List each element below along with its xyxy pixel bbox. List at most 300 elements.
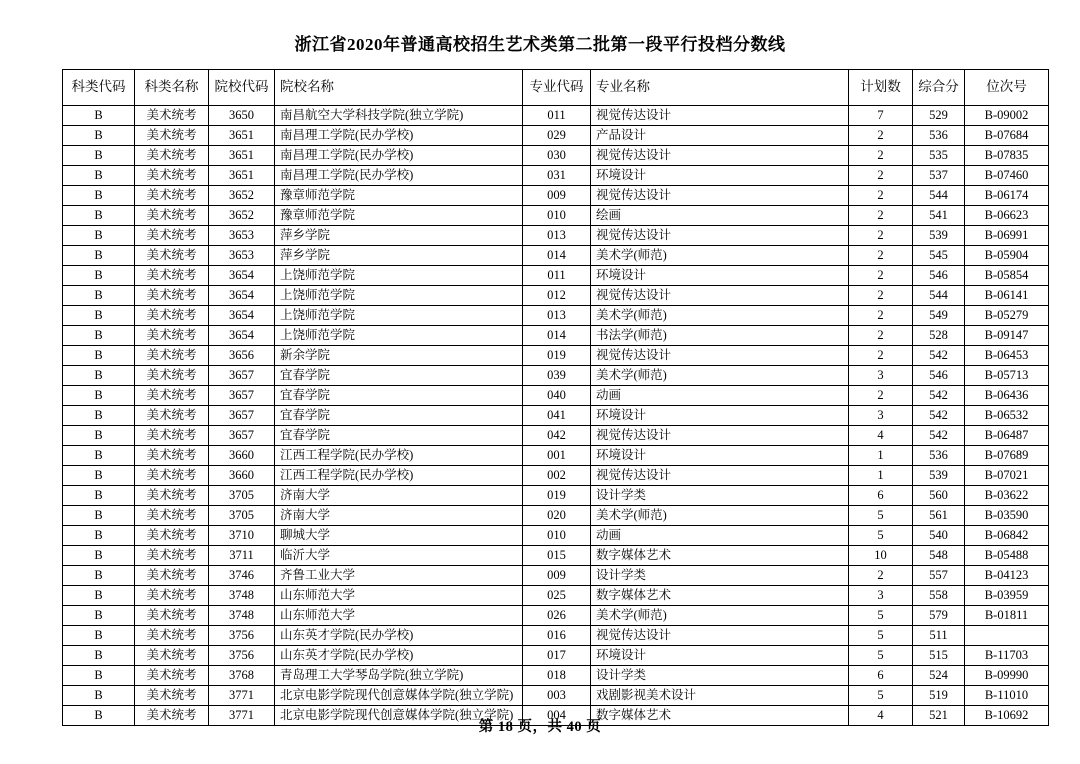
cell-major_code: 011 — [523, 266, 591, 286]
cell-major_name: 书法学(师范) — [591, 326, 849, 346]
cell-score: 545 — [913, 246, 965, 266]
cell-major_code: 011 — [523, 106, 591, 126]
cell-score: 561 — [913, 506, 965, 526]
cell-rank: B-09990 — [965, 666, 1049, 686]
table-row — [63, 206, 1049, 226]
cell-kelei_name: 美术统考 — [135, 586, 209, 606]
table-row — [63, 266, 1049, 286]
cell-major_code: 001 — [523, 446, 591, 466]
cell-kelei_code: B — [63, 146, 135, 166]
cell-rank: B-07021 — [965, 466, 1049, 486]
cell-score: 546 — [913, 266, 965, 286]
cell-kelei_code: B — [63, 606, 135, 626]
cell-kelei_code: B — [63, 466, 135, 486]
cell-kelei_name: 美术统考 — [135, 206, 209, 226]
table-row — [63, 366, 1049, 386]
cell-school_name: 济南大学 — [275, 486, 523, 506]
cell-kelei_code: B — [63, 706, 135, 726]
cell-school_name: 新余学院 — [275, 346, 523, 366]
cell-rank: B-06991 — [965, 226, 1049, 246]
cell-school_name: 山东师范大学 — [275, 586, 523, 606]
cell-kelei_name: 美术统考 — [135, 566, 209, 586]
cell-plan: 2 — [849, 146, 913, 166]
cell-major_name: 环境设计 — [591, 406, 849, 426]
cell-school_code: 3660 — [209, 446, 275, 466]
score-table — [62, 69, 1049, 726]
cell-school_name: 北京电影学院现代创意媒体学院(独立学院) — [275, 686, 523, 706]
cell-school_name: 山东英才学院(民办学校) — [275, 646, 523, 666]
cell-school_name: 南昌航空大学科技学院(独立学院) — [275, 106, 523, 126]
cell-school_code: 3710 — [209, 526, 275, 546]
cell-plan: 3 — [849, 586, 913, 606]
cell-rank: B-05904 — [965, 246, 1049, 266]
cell-school_code: 3657 — [209, 426, 275, 446]
cell-plan: 5 — [849, 506, 913, 526]
cell-major_name: 视觉传达设计 — [591, 626, 849, 646]
cell-rank: B-03622 — [965, 486, 1049, 506]
cell-rank: B-05854 — [965, 266, 1049, 286]
cell-kelei_code: B — [63, 546, 135, 566]
column-header-school-name: 院校名称 — [275, 70, 523, 106]
cell-major_code: 029 — [523, 126, 591, 146]
cell-kelei_name: 美术统考 — [135, 406, 209, 426]
cell-school_name: 豫章师范学院 — [275, 206, 523, 226]
cell-plan: 5 — [849, 646, 913, 666]
cell-kelei_name: 美术统考 — [135, 146, 209, 166]
cell-kelei_name: 美术统考 — [135, 546, 209, 566]
cell-major_code: 016 — [523, 626, 591, 646]
cell-score: 546 — [913, 366, 965, 386]
cell-score: 537 — [913, 166, 965, 186]
table-row — [63, 326, 1049, 346]
cell-score: 535 — [913, 146, 965, 166]
cell-rank: B-06174 — [965, 186, 1049, 206]
cell-score: 544 — [913, 186, 965, 206]
cell-score: 579 — [913, 606, 965, 626]
column-header-major-code: 专业代码 — [523, 70, 591, 106]
cell-score: 549 — [913, 306, 965, 326]
cell-rank: B-03959 — [965, 586, 1049, 606]
cell-kelei_code: B — [63, 406, 135, 426]
cell-school_name: 南昌理工学院(民办学校) — [275, 126, 523, 146]
cell-kelei_name: 美术统考 — [135, 686, 209, 706]
column-header-plan: 计划数 — [849, 70, 913, 106]
cell-kelei_name: 美术统考 — [135, 486, 209, 506]
cell-kelei_name: 美术统考 — [135, 466, 209, 486]
cell-school_name: 齐鲁工业大学 — [275, 566, 523, 586]
cell-major_name: 设计学类 — [591, 566, 849, 586]
cell-school_code: 3746 — [209, 566, 275, 586]
table-row — [63, 566, 1049, 586]
cell-school_name: 上饶师范学院 — [275, 326, 523, 346]
cell-school_code: 3654 — [209, 266, 275, 286]
cell-major_code: 031 — [523, 166, 591, 186]
cell-school_name: 豫章师范学院 — [275, 186, 523, 206]
cell-major_name: 环境设计 — [591, 446, 849, 466]
cell-major_name: 数字媒体艺术 — [591, 586, 849, 606]
cell-score: 539 — [913, 466, 965, 486]
cell-major_name: 美术学(师范) — [591, 606, 849, 626]
cell-school_name: 宜春学院 — [275, 426, 523, 446]
cell-kelei_code: B — [63, 586, 135, 606]
cell-score: 558 — [913, 586, 965, 606]
cell-major_code: 010 — [523, 206, 591, 226]
cell-plan: 2 — [849, 226, 913, 246]
cell-plan: 3 — [849, 406, 913, 426]
table-header-row — [63, 70, 1049, 106]
table-row — [63, 106, 1049, 126]
table-row — [63, 246, 1049, 266]
cell-plan: 2 — [849, 266, 913, 286]
cell-major_name: 动画 — [591, 526, 849, 546]
table-row — [63, 646, 1049, 666]
cell-school_name: 南昌理工学院(民办学校) — [275, 146, 523, 166]
cell-school_code: 3657 — [209, 406, 275, 426]
cell-school_code: 3653 — [209, 226, 275, 246]
cell-kelei_name: 美术统考 — [135, 386, 209, 406]
cell-kelei_name: 美术统考 — [135, 606, 209, 626]
table-row — [63, 606, 1049, 626]
cell-major_name: 环境设计 — [591, 646, 849, 666]
cell-score: 528 — [913, 326, 965, 346]
cell-school_name: 山东英才学院(民办学校) — [275, 626, 523, 646]
table-row — [63, 286, 1049, 306]
cell-major_code: 014 — [523, 246, 591, 266]
table-container — [0, 69, 1080, 726]
cell-score: 521 — [913, 706, 965, 726]
cell-kelei_code: B — [63, 366, 135, 386]
cell-school_code: 3656 — [209, 346, 275, 366]
cell-plan: 2 — [849, 186, 913, 206]
cell-kelei_code: B — [63, 106, 135, 126]
cell-major_code: 009 — [523, 186, 591, 206]
cell-plan: 2 — [849, 246, 913, 266]
cell-rank: B-06141 — [965, 286, 1049, 306]
cell-rank: B-04123 — [965, 566, 1049, 586]
cell-kelei_code: B — [63, 206, 135, 226]
footer-current-page: 18 — [497, 719, 514, 735]
cell-school_code: 3652 — [209, 186, 275, 206]
cell-school_code: 3771 — [209, 706, 275, 726]
cell-major_code: 014 — [523, 326, 591, 346]
cell-kelei_name: 美术统考 — [135, 126, 209, 146]
cell-major_name: 视觉传达设计 — [591, 146, 849, 166]
cell-rank: B-06487 — [965, 426, 1049, 446]
cell-kelei_name: 美术统考 — [135, 446, 209, 466]
cell-major_code: 004 — [523, 706, 591, 726]
cell-major_code: 003 — [523, 686, 591, 706]
cell-score: 544 — [913, 286, 965, 306]
table-row — [63, 126, 1049, 146]
cell-major_name: 视觉传达设计 — [591, 286, 849, 306]
cell-kelei_name: 美术统考 — [135, 186, 209, 206]
cell-major_code: 009 — [523, 566, 591, 586]
column-header-score: 综合分 — [913, 70, 965, 106]
cell-plan: 2 — [849, 346, 913, 366]
cell-kelei_code: B — [63, 486, 135, 506]
cell-school_name: 萍乡学院 — [275, 246, 523, 266]
cell-major_name: 设计学类 — [591, 486, 849, 506]
cell-school_code: 3748 — [209, 606, 275, 626]
cell-major_name: 视觉传达设计 — [591, 426, 849, 446]
cell-rank: B-06532 — [965, 406, 1049, 426]
column-header-kelei-code: 科类代码 — [63, 70, 135, 106]
table-row — [63, 306, 1049, 326]
cell-major_name: 美术学(师范) — [591, 246, 849, 266]
cell-kelei_name: 美术统考 — [135, 666, 209, 686]
table-row — [63, 626, 1049, 646]
cell-school_code: 3756 — [209, 626, 275, 646]
cell-school_name: 宜春学院 — [275, 366, 523, 386]
cell-kelei_name: 美术统考 — [135, 106, 209, 126]
table-row — [63, 686, 1049, 706]
cell-kelei_name: 美术统考 — [135, 226, 209, 246]
table-row — [63, 666, 1049, 686]
cell-plan: 5 — [849, 606, 913, 626]
cell-kelei_code: B — [63, 646, 135, 666]
cell-score: 560 — [913, 486, 965, 506]
cell-plan: 1 — [849, 446, 913, 466]
cell-kelei_name: 美术统考 — [135, 266, 209, 286]
cell-major_code: 015 — [523, 546, 591, 566]
cell-school_name: 南昌理工学院(民办学校) — [275, 166, 523, 186]
cell-school_name: 江西工程学院(民办学校) — [275, 466, 523, 486]
cell-rank: B-06623 — [965, 206, 1049, 226]
cell-score: 539 — [913, 226, 965, 246]
cell-score: 511 — [913, 626, 965, 646]
cell-score: 536 — [913, 446, 965, 466]
cell-plan: 2 — [849, 566, 913, 586]
cell-school_name: 聊城大学 — [275, 526, 523, 546]
cell-rank: B-05713 — [965, 366, 1049, 386]
cell-school_name: 青岛理工大学琴岛学院(独立学院) — [275, 666, 523, 686]
cell-major_name: 视觉传达设计 — [591, 466, 849, 486]
cell-school_code: 3654 — [209, 306, 275, 326]
cell-rank: B-07689 — [965, 446, 1049, 466]
footer-suffix: 页 — [586, 719, 602, 735]
column-header-kelei-name: 科类名称 — [135, 70, 209, 106]
cell-rank: B-11703 — [965, 646, 1049, 666]
table-row — [63, 546, 1049, 566]
cell-school_code: 3705 — [209, 506, 275, 526]
cell-kelei_name: 美术统考 — [135, 246, 209, 266]
cell-plan: 2 — [849, 286, 913, 306]
cell-school_code: 3653 — [209, 246, 275, 266]
cell-major_name: 数字媒体艺术 — [591, 706, 849, 726]
cell-kelei_code: B — [63, 446, 135, 466]
cell-major_code: 018 — [523, 666, 591, 686]
cell-major_name: 视觉传达设计 — [591, 186, 849, 206]
table-body — [63, 106, 1049, 726]
cell-kelei_code: B — [63, 166, 135, 186]
table-row — [63, 486, 1049, 506]
cell-kelei_code: B — [63, 386, 135, 406]
cell-rank: B-09002 — [965, 106, 1049, 126]
cell-major_name: 产品设计 — [591, 126, 849, 146]
cell-kelei_name: 美术统考 — [135, 166, 209, 186]
cell-school_name: 宜春学院 — [275, 406, 523, 426]
cell-kelei_code: B — [63, 326, 135, 346]
cell-kelei_code: B — [63, 666, 135, 686]
cell-major_code: 039 — [523, 366, 591, 386]
cell-school_name: 萍乡学院 — [275, 226, 523, 246]
cell-school_code: 3711 — [209, 546, 275, 566]
cell-school_code: 3651 — [209, 126, 275, 146]
cell-plan: 6 — [849, 486, 913, 506]
table-row — [63, 186, 1049, 206]
cell-rank: B-09147 — [965, 326, 1049, 346]
cell-rank: B-03590 — [965, 506, 1049, 526]
cell-rank: B-11010 — [965, 686, 1049, 706]
cell-major_name: 视觉传达设计 — [591, 226, 849, 246]
cell-major_code: 041 — [523, 406, 591, 426]
cell-score: 542 — [913, 346, 965, 366]
cell-kelei_name: 美术统考 — [135, 646, 209, 666]
table-row — [63, 426, 1049, 446]
column-header-major-name: 专业名称 — [591, 70, 849, 106]
cell-plan: 10 — [849, 546, 913, 566]
cell-kelei_name: 美术统考 — [135, 306, 209, 326]
cell-major_code: 020 — [523, 506, 591, 526]
cell-rank: B-06436 — [965, 386, 1049, 406]
cell-school_code: 3768 — [209, 666, 275, 686]
cell-school_name: 临沂大学 — [275, 546, 523, 566]
cell-school_name: 山东师范大学 — [275, 606, 523, 626]
cell-rank: B-05488 — [965, 546, 1049, 566]
cell-major_code: 025 — [523, 586, 591, 606]
cell-school_code: 3756 — [209, 646, 275, 666]
cell-kelei_code: B — [63, 226, 135, 246]
cell-school_code: 3654 — [209, 326, 275, 346]
cell-rank: B-05279 — [965, 306, 1049, 326]
cell-rank — [965, 626, 1049, 646]
cell-school_name: 济南大学 — [275, 506, 523, 526]
cell-school_code: 3705 — [209, 486, 275, 506]
cell-kelei_code: B — [63, 426, 135, 446]
cell-major_code: 017 — [523, 646, 591, 666]
cell-plan: 4 — [849, 706, 913, 726]
cell-major_code: 040 — [523, 386, 591, 406]
cell-major_code: 019 — [523, 486, 591, 506]
cell-kelei_code: B — [63, 346, 135, 366]
cell-kelei_name: 美术统考 — [135, 346, 209, 366]
cell-school_name: 上饶师范学院 — [275, 266, 523, 286]
cell-score: 557 — [913, 566, 965, 586]
cell-major_name: 美术学(师范) — [591, 366, 849, 386]
cell-rank: B-07684 — [965, 126, 1049, 146]
cell-rank: B-10692 — [965, 706, 1049, 726]
cell-kelei_name: 美术统考 — [135, 706, 209, 726]
cell-rank: B-07835 — [965, 146, 1049, 166]
cell-major_name: 动画 — [591, 386, 849, 406]
cell-major_name: 视觉传达设计 — [591, 346, 849, 366]
cell-plan: 2 — [849, 126, 913, 146]
cell-major_code: 030 — [523, 146, 591, 166]
cell-score: 515 — [913, 646, 965, 666]
cell-plan: 6 — [849, 666, 913, 686]
footer-middle: 页，共 — [517, 719, 563, 735]
cell-major_name: 环境设计 — [591, 266, 849, 286]
cell-school_name: 上饶师范学院 — [275, 286, 523, 306]
cell-kelei_code: B — [63, 186, 135, 206]
cell-score: 519 — [913, 686, 965, 706]
cell-kelei_code: B — [63, 126, 135, 146]
cell-school_code: 3654 — [209, 286, 275, 306]
cell-kelei_code: B — [63, 266, 135, 286]
cell-school_code: 3650 — [209, 106, 275, 126]
cell-kelei_name: 美术统考 — [135, 526, 209, 546]
cell-school_name: 江西工程学院(民办学校) — [275, 446, 523, 466]
cell-major_code: 042 — [523, 426, 591, 446]
cell-score: 542 — [913, 386, 965, 406]
table-header — [63, 70, 1049, 106]
column-header-school-code: 院校代码 — [209, 70, 275, 106]
cell-plan: 5 — [849, 626, 913, 646]
cell-plan: 5 — [849, 686, 913, 706]
table-row — [63, 406, 1049, 426]
page-footer — [0, 715, 1080, 736]
cell-score: 548 — [913, 546, 965, 566]
cell-school_name: 北京电影学院现代创意媒体学院(独立学院) — [275, 706, 523, 726]
table-row — [63, 526, 1049, 546]
cell-kelei_name: 美术统考 — [135, 326, 209, 346]
cell-score: 524 — [913, 666, 965, 686]
cell-major_code: 019 — [523, 346, 591, 366]
cell-school_code: 3748 — [209, 586, 275, 606]
cell-school_code: 3657 — [209, 386, 275, 406]
cell-school_name: 宜春学院 — [275, 386, 523, 406]
cell-score: 542 — [913, 426, 965, 446]
cell-school_name: 上饶师范学院 — [275, 306, 523, 326]
cell-school_code: 3657 — [209, 366, 275, 386]
cell-plan: 4 — [849, 426, 913, 446]
cell-major_name: 设计学类 — [591, 666, 849, 686]
cell-plan: 7 — [849, 106, 913, 126]
cell-major_code: 013 — [523, 306, 591, 326]
cell-score: 540 — [913, 526, 965, 546]
cell-kelei_code: B — [63, 306, 135, 326]
column-header-rank: 位次号 — [965, 70, 1049, 106]
cell-kelei_name: 美术统考 — [135, 626, 209, 646]
table-row — [63, 226, 1049, 246]
cell-score: 542 — [913, 406, 965, 426]
cell-major_code: 013 — [523, 226, 591, 246]
table-row — [63, 586, 1049, 606]
cell-major_name: 数字媒体艺术 — [591, 546, 849, 566]
cell-plan: 2 — [849, 166, 913, 186]
cell-plan: 2 — [849, 306, 913, 326]
cell-score: 529 — [913, 106, 965, 126]
cell-major_name: 美术学(师范) — [591, 306, 849, 326]
cell-plan: 5 — [849, 526, 913, 546]
cell-major_name: 绘画 — [591, 206, 849, 226]
cell-major_code: 012 — [523, 286, 591, 306]
cell-rank: B-06453 — [965, 346, 1049, 366]
cell-plan: 2 — [849, 206, 913, 226]
table-row — [63, 506, 1049, 526]
cell-kelei_code: B — [63, 686, 135, 706]
cell-major_name: 戏剧影视美术设计 — [591, 686, 849, 706]
table-row — [63, 166, 1049, 186]
footer-prefix: 第 — [478, 719, 494, 735]
cell-school_code: 3660 — [209, 466, 275, 486]
cell-major_code: 010 — [523, 526, 591, 546]
cell-kelei_code: B — [63, 506, 135, 526]
cell-major_name: 视觉传达设计 — [591, 106, 849, 126]
cell-plan: 1 — [849, 466, 913, 486]
cell-kelei_code: B — [63, 526, 135, 546]
cell-major_code: 026 — [523, 606, 591, 626]
